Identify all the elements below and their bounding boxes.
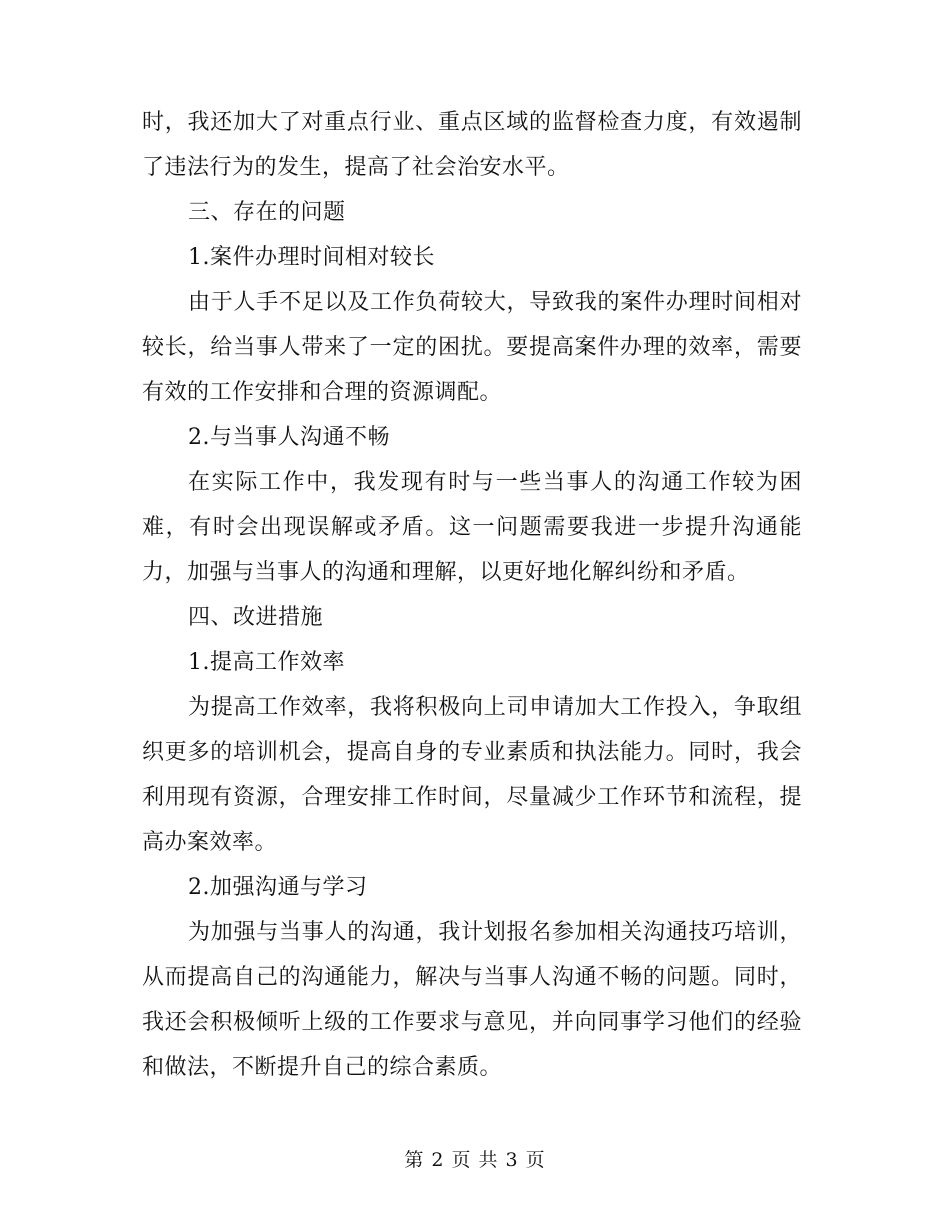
subheading-case-duration: 1.案件办理时间相对较长 <box>188 245 435 270</box>
document-body <box>142 100 802 1090</box>
body-paragraph-communication: 在实际工作中，我发现有时与一些当事人的沟通工作较为困难，有时会出现误解或矛盾。这一问题需要我进一步提升沟通能力，加强与当事人的沟通和理解，以更好地化解纠纷和矛盾。 <box>142 470 802 585</box>
page-number-footer: 第 2 页 共 3 页 <box>404 1149 546 1171</box>
subheading-communication: 2.与当事人沟通不畅 <box>188 425 390 450</box>
body-paragraph-learning: 为加强与当事人的沟通，我计划报名参加相关沟通技巧培训，从而提高自己的沟通能力，解决与当事人沟通不畅的问题。同时，我还会积极倾听上级的工作要求与意见，并向同事学习他们的经验和做法，不断提升自己的综合素质。 <box>142 920 802 1080</box>
body-paragraph-continuation: 时，我还加大了对重点行业、重点区域的监督检查力度，有效遏制了违法行为的发生，提高了社会治安水平。 <box>142 110 802 180</box>
subheading-efficiency: 1.提高工作效率 <box>188 650 345 675</box>
section-heading-problems: 三、存在的问题 <box>188 200 346 225</box>
body-paragraph-efficiency: 为提高工作效率，我将积极向上司申请加大工作投入，争取组织更多的培训机会，提高自身的专业素质和执法能力。同时，我会利用现有资源，合理安排工作时间，尽量减少工作环节和流程，提高办案效率。 <box>142 695 802 855</box>
subheading-learning: 2.加强沟通与学习 <box>188 875 368 900</box>
section-heading-improvements: 四、改进措施 <box>188 605 324 630</box>
body-paragraph-case-duration: 由于人手不足以及工作负荷较大，导致我的案件办理时间相对较长，给当事人带来了一定的困扰。要提高案件办理的效率，需要有效的工作安排和合理的资源调配。 <box>142 290 802 405</box>
